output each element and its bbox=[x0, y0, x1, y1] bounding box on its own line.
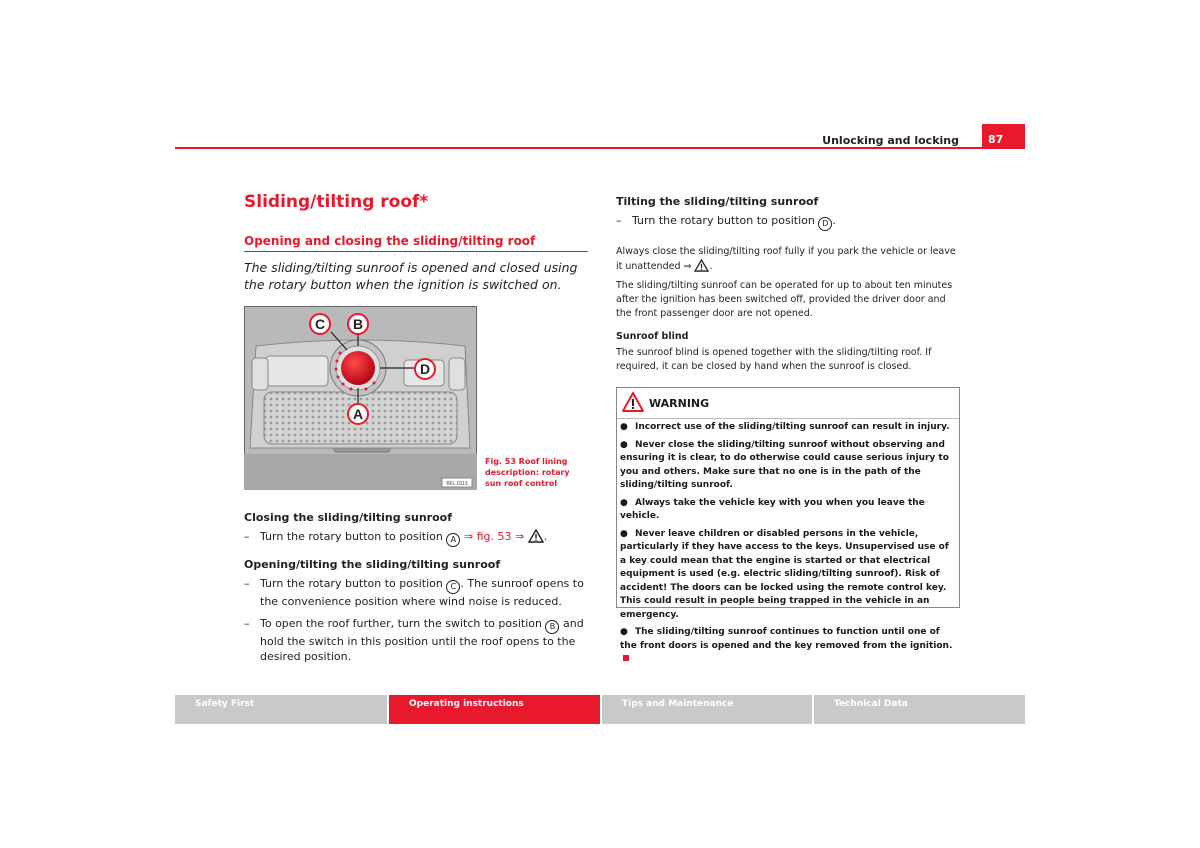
close-roof-paragraph: Always close the sliding/tilting roof fully if you park the vehicle or leave it unattended ⇒ . bbox=[616, 245, 960, 277]
callout-d-label: D bbox=[419, 361, 431, 377]
footer-tab-safety-first[interactable]: Safety First bbox=[175, 695, 387, 724]
figure-caption: Fig. 53 Roof lining description: rotary sun roof control bbox=[485, 457, 570, 488]
warning-item: ● Always take the vehicle key with you when you leave the vehicle. bbox=[620, 497, 925, 521]
closing-heading: Closing the sliding/tilting sunroof bbox=[244, 511, 452, 524]
end-of-section-marker bbox=[623, 655, 629, 661]
figure-roof-control bbox=[244, 306, 477, 490]
callout-b-label: B bbox=[352, 316, 364, 332]
sunroof-blind-heading: Sunroof blind bbox=[616, 331, 689, 342]
footer-tab-operating-instructions[interactable]: Operating instructions bbox=[389, 695, 600, 724]
opening-step-2: – To open the roof further, turn the switch to position B and hold the switch in this position until the roof opens to the desired position. bbox=[244, 617, 584, 663]
figure-code: B6L-0113 bbox=[446, 481, 468, 487]
section-title: Sliding/tilting roof* bbox=[244, 192, 429, 212]
opening-heading: Opening/tilting the sliding/tilting sunroof bbox=[244, 558, 501, 571]
warning-triangle-icon bbox=[528, 529, 544, 547]
position-a-marker: A bbox=[446, 533, 460, 547]
warning-box bbox=[616, 387, 960, 651]
warning-triangle-icon bbox=[621, 391, 645, 416]
running-header-title: Unlocking and locking bbox=[822, 134, 959, 147]
intro-paragraph: The sliding/tilting sunroof is opened and closed using the rotary button when the ignition is switched on. bbox=[244, 260, 578, 292]
warning-item: ● The sliding/tilting sunroof continues to function until one of the front doors is opened and the key removed from the ignition. bbox=[620, 626, 956, 667]
warning-item: ● Never close the sliding/tilting sunroof without observing and ensuring it is clear, to do otherwise could cause serious injury to you and others. Make sure that no one is in the path of the sliding/tilting sunroof. bbox=[620, 439, 949, 490]
opening-step-1: – Turn the rotary button to position C . The sunroof opens to the convenience position where wind noise is reduced. bbox=[244, 577, 584, 608]
callout-a-label: A bbox=[352, 406, 364, 422]
warning-item: ● Incorrect use of the sliding/tilting sunroof can result in injury. bbox=[620, 422, 950, 432]
tilting-step-1: – Turn the rotary button to position D . bbox=[616, 213, 976, 231]
warning-label: WARNING bbox=[649, 397, 710, 410]
sunroof-blind-paragraph: The sunroof blind is opened together with the sliding/tilting roof. If required, it can be closed by hand when the sunroof is closed. bbox=[616, 347, 932, 372]
warning-list bbox=[617, 419, 959, 673]
footer-tab-tips-and-maintenance[interactable]: Tips and Maintenance bbox=[602, 695, 812, 724]
callout-c-label: C bbox=[314, 316, 326, 332]
figure-reference-link[interactable]: ⇒ fig. 53 ⇒ bbox=[463, 530, 525, 543]
position-b-marker: B bbox=[545, 620, 559, 634]
roof-lining-illustration bbox=[244, 306, 477, 490]
header-rule bbox=[175, 147, 1025, 149]
position-c-marker: C bbox=[446, 580, 460, 594]
warning-triangle-icon bbox=[694, 259, 709, 277]
operate-paragraph: The sliding/tilting sunroof can be operated for up to about ten minutes after the ignition has been switched off, provided the driver door and the front passenger door are not opened. bbox=[616, 280, 953, 319]
footer-tab-technical-data[interactable]: Technical Data bbox=[814, 695, 1025, 724]
position-d-marker: D bbox=[818, 217, 832, 231]
closing-step-1: – Turn the rotary button to position A ⇒ fig. 53 ⇒ . bbox=[244, 529, 604, 547]
warning-item: ● Never leave children or disabled persons in the vehicle, particularly if they have access to the keys. Unsupervised use of a key could mean that the engine is started or that electrical equipment is used (e.g. electric sliding/tilting sunroof). Risk of accident! The doors can be locked using the remote control key. This could result in people being trapped in the vehicle in an emergency. bbox=[620, 528, 949, 620]
subsection-title: Opening and closing the sliding/tilting roof bbox=[244, 234, 588, 252]
warning-header bbox=[617, 388, 959, 419]
tilting-heading: Tilting the sliding/tilting sunroof bbox=[616, 195, 819, 208]
page-number: 87 bbox=[982, 124, 1025, 149]
